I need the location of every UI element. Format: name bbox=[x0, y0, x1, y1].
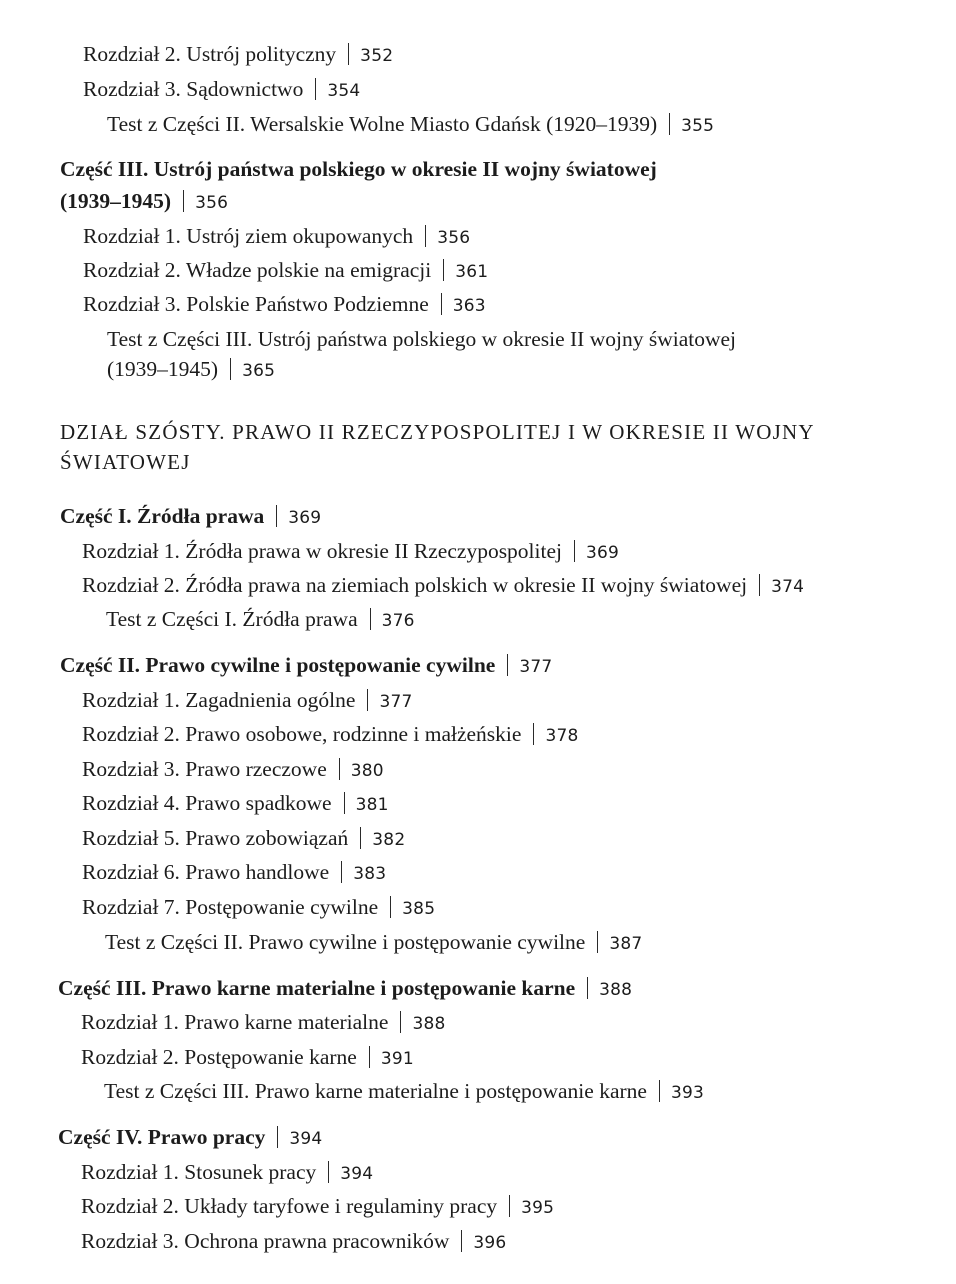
separator bbox=[277, 1126, 278, 1148]
separator bbox=[669, 113, 670, 135]
page-number: 377 bbox=[379, 692, 413, 712]
separator bbox=[597, 931, 598, 953]
toc-chapter-entry bbox=[81, 1155, 373, 1191]
toc-chapter-entry bbox=[81, 1224, 506, 1260]
page-number: 374 bbox=[771, 577, 805, 597]
entry-title: Część I. Źródła prawa bbox=[60, 504, 265, 528]
toc-chapter-entry bbox=[82, 855, 386, 891]
separator bbox=[390, 896, 391, 918]
entry-title: Rozdział 2. Prawo osobowe, rodzinne i małżeńskie bbox=[82, 722, 522, 746]
page-number: 388 bbox=[412, 1014, 446, 1034]
toc-chapter-entry bbox=[83, 72, 360, 108]
entry-title: Część II. Prawo cywilne i postępowanie cywilne bbox=[60, 653, 496, 677]
toc-part-heading bbox=[58, 971, 632, 1007]
separator bbox=[183, 190, 184, 212]
toc-chapter-entry bbox=[82, 534, 619, 570]
entry-title: Rozdział 1. Ustrój ziem okupowanych bbox=[83, 224, 414, 248]
toc-chapter-entry bbox=[81, 1005, 446, 1041]
entry-title: Część IV. Prawo pracy bbox=[58, 1125, 266, 1149]
page-number: 355 bbox=[681, 116, 715, 136]
separator bbox=[461, 1230, 462, 1252]
division-heading-line2: ŚWIATOWEJ bbox=[60, 450, 191, 474]
page-number: 378 bbox=[545, 726, 579, 746]
page-number: 354 bbox=[327, 81, 361, 101]
toc-chapter-entry bbox=[82, 568, 804, 604]
entry-title: Rozdział 2. Postępowanie karne bbox=[81, 1045, 357, 1069]
entry-title: Rozdział 3. Ochrona prawna pracowników bbox=[81, 1229, 450, 1253]
page-number: 385 bbox=[402, 899, 436, 919]
entry-title: Rozdział 2. Układy taryfowe i regulaminy pracy bbox=[81, 1194, 498, 1218]
page-number: 396 bbox=[473, 1233, 507, 1253]
page-number: 383 bbox=[353, 864, 387, 884]
page-number: 391 bbox=[380, 1049, 414, 1069]
separator bbox=[230, 358, 231, 380]
entry-title: Rozdział 5. Prawo zobowiązań bbox=[82, 826, 349, 850]
toc-chapter-entry bbox=[82, 717, 579, 753]
toc-test-entry bbox=[107, 322, 736, 356]
toc-part-heading bbox=[60, 499, 321, 535]
separator bbox=[425, 225, 426, 247]
entry-title: Test z Części I. Źródła prawa bbox=[106, 607, 358, 631]
entry-title-line1: Część III. Ustrój państwa polskiego w okresie II wojny światowej bbox=[60, 157, 657, 181]
page-number: 376 bbox=[381, 611, 415, 631]
separator bbox=[360, 827, 361, 849]
separator bbox=[344, 792, 345, 814]
toc-part-heading-continued bbox=[60, 184, 228, 220]
page-number: 394 bbox=[289, 1129, 323, 1149]
entry-title: Rozdział 2. Ustrój polityczny bbox=[83, 42, 337, 66]
toc-test-entry-continued bbox=[107, 352, 275, 388]
separator bbox=[443, 259, 444, 281]
separator bbox=[341, 861, 342, 883]
page-number: 388 bbox=[599, 980, 633, 1000]
toc-part-heading bbox=[60, 648, 552, 684]
entry-title: Test z Części III. Prawo karne materialne i postępowanie karne bbox=[104, 1079, 647, 1103]
page-number: 361 bbox=[455, 262, 489, 282]
toc-test-entry bbox=[104, 1074, 704, 1110]
toc-chapter-entry bbox=[81, 1189, 554, 1225]
toc-chapter-entry bbox=[82, 752, 384, 788]
toc-test-entry bbox=[105, 925, 642, 961]
entry-title: (1939–1945) bbox=[107, 357, 219, 381]
toc-chapter-entry bbox=[82, 890, 435, 926]
separator bbox=[400, 1011, 401, 1033]
entry-title: Rozdział 1. Prawo karne materialne bbox=[81, 1010, 389, 1034]
entry-title: Rozdział 3. Sądownictwo bbox=[83, 77, 304, 101]
toc-chapter-entry bbox=[81, 1040, 414, 1076]
toc-chapter-entry bbox=[82, 786, 389, 822]
separator bbox=[509, 1195, 510, 1217]
entry-title-line1: Test z Części III. Ustrój państwa polskiego w okresie II wojny światowej bbox=[107, 327, 737, 351]
entry-title: Rozdział 4. Prawo spadkowe bbox=[82, 791, 332, 815]
page-number: 394 bbox=[340, 1164, 374, 1184]
toc-chapter-entry bbox=[83, 287, 486, 323]
entry-title: Rozdział 2. Władze polskie na emigracji bbox=[83, 258, 432, 282]
page-number: 363 bbox=[452, 296, 486, 316]
page-number: 377 bbox=[519, 657, 553, 677]
toc-part-heading bbox=[60, 152, 657, 186]
separator bbox=[328, 1161, 329, 1183]
page-number: 369 bbox=[288, 508, 322, 528]
entry-title: Rozdział 7. Postępowanie cywilne bbox=[82, 895, 379, 919]
page-number: 356 bbox=[437, 228, 471, 248]
toc-test-entry bbox=[106, 602, 415, 638]
toc-part-heading bbox=[58, 1120, 322, 1156]
separator bbox=[533, 723, 534, 745]
entry-title: Rozdział 1. Stosunek pracy bbox=[81, 1160, 317, 1184]
entry-title: Test z Części II. Wersalskie Wolne Miasto Gdańsk (1920–1939) bbox=[107, 112, 658, 136]
toc-chapter-entry bbox=[83, 37, 393, 73]
separator bbox=[587, 977, 588, 999]
separator bbox=[369, 1046, 370, 1068]
entry-title: Rozdział 2. Źródła prawa na ziemiach polskich w okresie II wojny światowej bbox=[82, 573, 748, 597]
entry-title: Rozdział 3. Polskie Państwo Podziemne bbox=[83, 292, 429, 316]
separator bbox=[367, 689, 368, 711]
entry-title: (1939–1945) bbox=[60, 189, 172, 213]
page-number: 352 bbox=[360, 46, 394, 66]
separator bbox=[348, 43, 349, 65]
toc-chapter-entry bbox=[83, 219, 470, 255]
page-number: 381 bbox=[355, 795, 389, 815]
page-number: 382 bbox=[372, 830, 406, 850]
separator bbox=[659, 1080, 660, 1102]
page-number: 380 bbox=[350, 761, 384, 781]
page-number: 356 bbox=[195, 193, 229, 213]
entry-title: Rozdział 6. Prawo handlowe bbox=[82, 860, 330, 884]
division-heading-line1: DZIAŁ SZÓSTY. PRAWO II RZECZYPOSPOLITEJ I W OKRESIE II WOJNY bbox=[60, 420, 815, 444]
page-number: 365 bbox=[242, 361, 276, 381]
entry-title: Rozdział 1. Źródła prawa w okresie II Rzeczypospolitej bbox=[82, 539, 562, 563]
separator bbox=[370, 608, 371, 630]
page-number: 395 bbox=[521, 1198, 555, 1218]
page-number: 369 bbox=[586, 543, 620, 563]
separator bbox=[574, 540, 575, 562]
page-number: 393 bbox=[670, 1083, 705, 1103]
page-number: 387 bbox=[609, 934, 643, 954]
separator bbox=[315, 78, 316, 100]
toc-chapter-entry bbox=[83, 253, 488, 289]
separator bbox=[276, 505, 277, 527]
entry-title: Część III. Prawo karne materialne i postępowanie karne bbox=[58, 976, 576, 1000]
entry-title: Test z Części II. Prawo cywilne i postępowanie cywilne bbox=[105, 930, 586, 954]
separator bbox=[441, 293, 442, 315]
toc-test-entry bbox=[107, 107, 714, 143]
separator bbox=[759, 574, 760, 596]
separator bbox=[339, 758, 340, 780]
toc-chapter-entry bbox=[82, 821, 405, 857]
entry-title: Rozdział 1. Zagadnienia ogólne bbox=[82, 688, 356, 712]
separator bbox=[507, 654, 508, 676]
toc-chapter-entry bbox=[82, 683, 413, 719]
entry-title: Rozdział 3. Prawo rzeczowe bbox=[82, 757, 327, 781]
